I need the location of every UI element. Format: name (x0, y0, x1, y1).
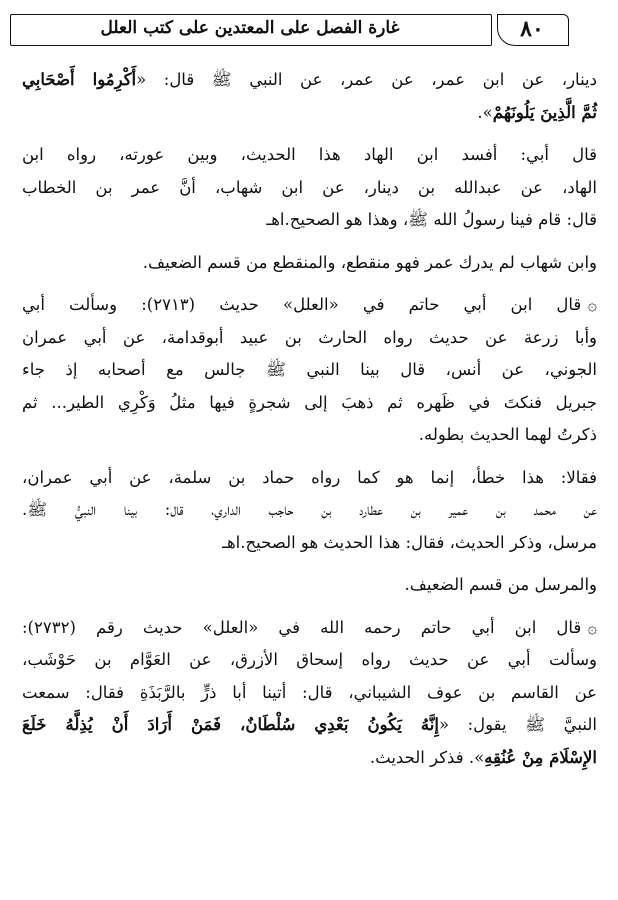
line: مرسل، وذكر الحديث، فقال: هذا الحديث هو الصحيح.اهـ (222, 532, 597, 552)
text: ». (477, 102, 493, 122)
line (22, 289, 597, 322)
hadith-text: ثُمَّ الَّذِينَ يَلُونَهُمْ (492, 102, 597, 122)
line: وابن شهاب لم يدرك عمر فهو منقطع، والمنقطع من قسم الضعيف. (142, 252, 597, 272)
line (22, 742, 597, 775)
page-header (10, 14, 575, 52)
text: ». فذكر الحديث. (369, 747, 485, 767)
line: وأبا زرعة عن حديث رواه الحارث بن عبيد أبوقدامة، عن أبي عمران (22, 327, 597, 347)
page-number: ٨٠ (520, 16, 544, 42)
line: الجوني، عن أنس، قال بينا النبي ﷺ جالس مع أصحابه إذ جاء (22, 360, 597, 379)
hadith-text: أَكْرِمُوا أَصْحَابِي (22, 70, 137, 89)
hadith-text: الإِسْلَامَ مِنْ عُنُقِهِ (484, 747, 597, 767)
paragraph-6 (22, 569, 597, 602)
paragraph-2 (22, 139, 597, 237)
line: فقالا: هذا خطأ، إنما هو كما رواه حماد بن سلمة، عن أبي عمران، (22, 467, 597, 487)
flower-icon: ۞ (587, 295, 597, 314)
flower-icon: ۞ (587, 617, 597, 637)
paragraph-7 (22, 612, 597, 775)
running-title: غارة الفصل على المعتدين على كتب العلل (100, 18, 400, 38)
text: قال ابن أبي حاتم في «العلل» حديث (٢٧١٣): وسألت أبي (22, 295, 582, 314)
line: قال: قام فينا رسولُ الله ﷺ، وهذا هو الصحيح.اهـ (266, 210, 597, 229)
line: ذكرتُ لهما الحديث بطوله. (418, 425, 597, 444)
line (22, 612, 597, 645)
line: الهاد، عن عبدالله بن دينار، عن ابن شهاب، أنَّ عمر بن الخطاب (22, 177, 597, 197)
paragraph-1 (22, 64, 597, 129)
line: عن محمد بن عمير بن عطارد بن حاجب الداري، قال: بينا النبيُّ ﷺ. (22, 500, 597, 519)
line: والمرسل من قسم الضعيف. (404, 575, 597, 594)
line: وسألت أبي عن حديث رواه إسحاق الأزرق، عن العَوَّام بن حَوْشَب، (22, 650, 597, 669)
page-body (22, 64, 597, 784)
text: دينار، عن ابن عمر، عن عمر، عن النبي ﷺ قال: « (136, 70, 597, 89)
line: قال أبي: أفسد ابن الهاد هذا الحديث، وبين عورته، رواه ابن (22, 145, 597, 164)
paragraph-3 (22, 247, 597, 280)
line (22, 709, 597, 742)
line: جبريل فنكتَ في ظَهره ثم ذهبَ إلى شجرةٍ فيها مثلُ وَكْرِي الطير... ثم (22, 392, 597, 412)
text: النبيَّ ﷺ يقول: « (438, 715, 597, 734)
paragraph-5 (22, 462, 597, 560)
line (22, 64, 597, 97)
line: عن القاسم بن عوف الشيباني، قال: أتينا أبا ذرٍّ بالرَّبَذَةِ فقال: سمعت (22, 682, 597, 702)
hadith-text: إِنَّهُ يَكُونُ بَعْدِي سُلْطَانٌ، فَمَنْ أَرَادَ أَنْ يُذِلَّهُ خَلَعَ (22, 715, 439, 734)
paragraph-4 (22, 289, 597, 452)
line (22, 97, 597, 130)
text: قال ابن أبي حاتم رحمه الله في «العلل» حديث رقم (٢٧٣٢): (22, 617, 582, 637)
